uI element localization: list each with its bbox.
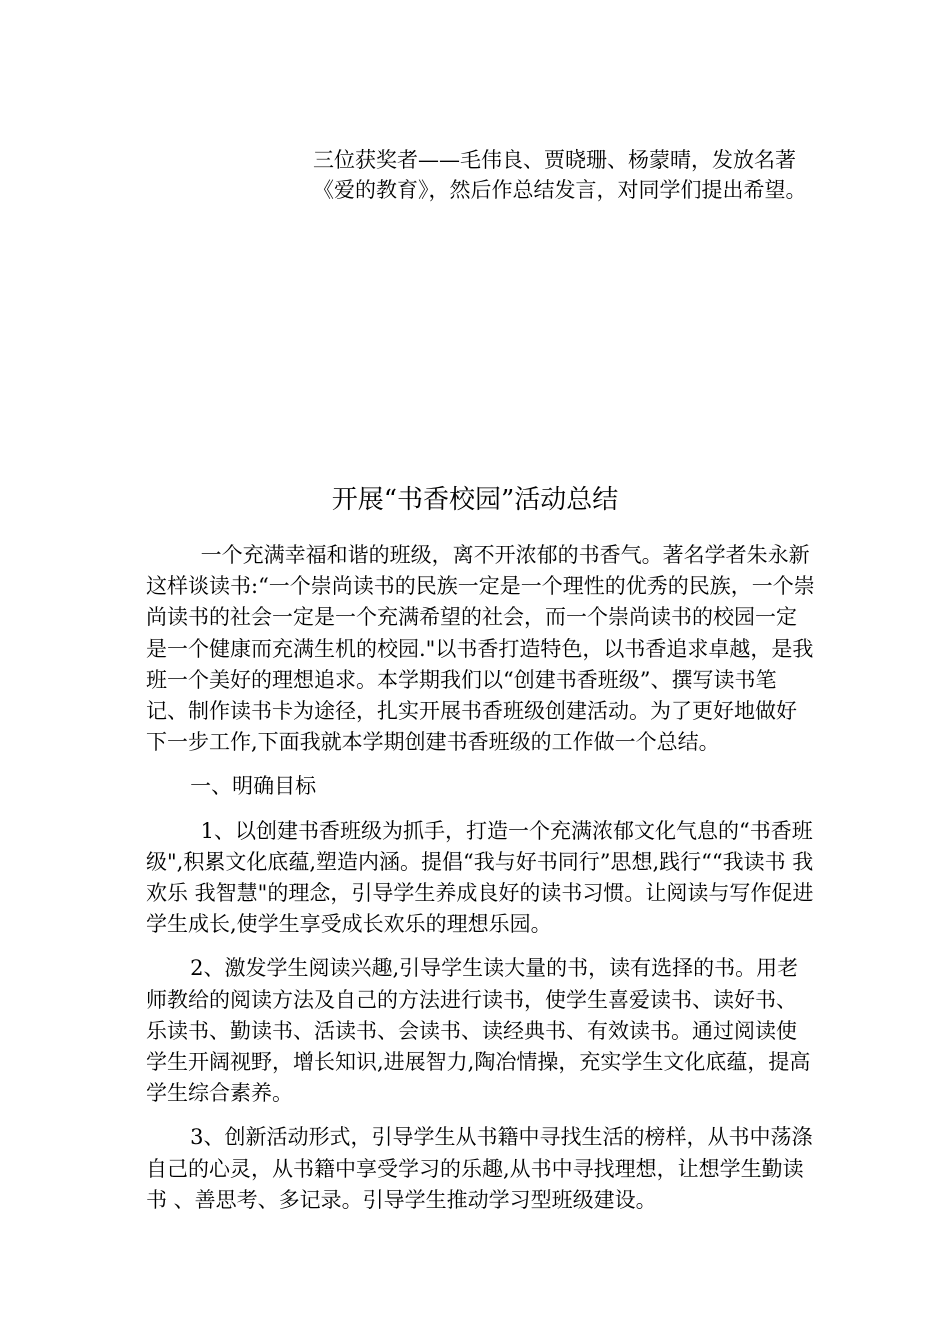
goal-item-1: 1、以创建书香班级为抓手，打造一个充满浓郁文化气息的“书香班级",积累文化底蕴,塑造内涵。提倡“我与好书同行”思想,践行““我读书 我欢乐 我智慧"的理念，引导学生养成良好的读书习惯。让阅读与写作促进学生成长,使学生享受成长欢乐的理想乐园。 — [146, 818, 814, 937]
award-paragraph: 三位获奖者——毛伟良、贾晓珊、杨蒙晴，发放名著《爱的教育》，然后作总结发言，对同学们提出希望。 — [313, 148, 807, 202]
document-title: 开展“书香校园”活动总结 — [331, 485, 619, 515]
document-body — [146, 540, 816, 1216]
intro-paragraph: 一个充满幸福和谐的班级，离不开浓郁的书香气。著名学者朱永新这样谈读书:“一个崇尚读书的民族一定是一个理性的优秀的民族，一个崇尚读书的社会一定是一个充满希望的社会，而一个崇尚读书的校园一定是一个健康而充满生机的校园."以书香打造特色，以书香追求卓越，是我班一个美好的理想追求。本学期我们以“创建书香班级”、撰写读书笔记、制作读书卡为途径，扎实开展书香班级创建活动。为了更好地做好下一步工作,下面我就本学期创建书香班级的工作做一个总结。 — [146, 543, 815, 755]
goal-item-3: 3、创新活动形式，引导学生从书籍中寻找生活的榜样，从书中荡涤自己的心灵，从书籍中享受学习的乐趣,从书中寻找理想，让想学生勤读书 、善思考、多记录。引导学生推动学习型班级建设。 — [146, 1125, 813, 1212]
section-heading: 一、明确目标 — [190, 774, 317, 799]
goal-item-2: 2、激发学生阅读兴趣,引导学生读大量的书，读有选择的书。用老师教给的阅读方法及自己的方法进行读书，使学生喜爱读书、读好书、乐读书、勤读书、活读书、会读书、读经典书、有效读书。通过阅读使学生开阔视野，增长知识,进展智力,陶冶情操，充实学生文化底蕴，提高学生综合素养。 — [146, 956, 811, 1106]
